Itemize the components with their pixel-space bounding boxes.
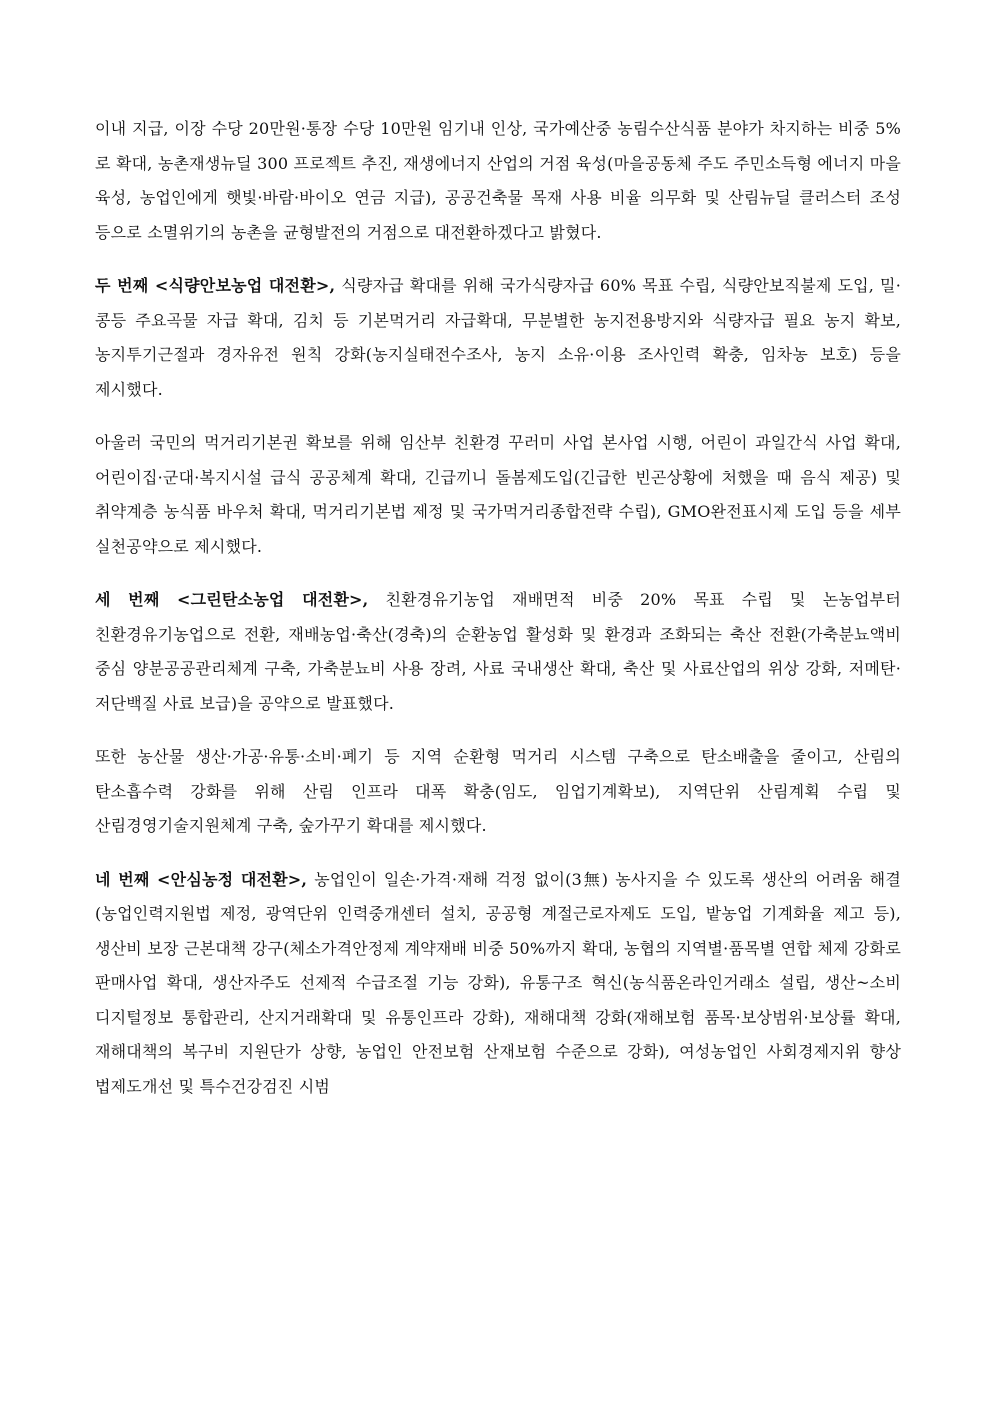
paragraph-heading: 네 번째 <안심농정 대전환>, <box>95 869 308 889</box>
paragraph-text: 아울러 국민의 먹거리기본권 확보를 위해 임산부 친환경 꾸러미 사업 본사업 시행, 어린이 과일간식 사업 확대, 어린이집·군대·복지시설 급식 공공체계 확대, 긴급끼니 돌봄제도입(긴급한 빈곤상황에 처했을 때 음식 제공) 및 취약계층 농식품 바우처 확대, 먹거리기본법 제정 및 국가먹거리종합전략 수립), GMO완전표시제 도입 등을 세부 실천공약으로 제시했다. <box>95 433 901 556</box>
paragraph-food-security <box>95 269 901 407</box>
paragraph-heading: 세 번째 <그린탄소농업 대전환>, <box>95 590 369 609</box>
paragraph-text: 식량자급 확대를 위해 국가식량자급 60% 목표 수립, 식량안보직불제 도입, 밀·콩등 주요곡물 자급 확대, 김치 등 기본먹거리 자급확대, 무분별한 농지전용방지와 식량자급 필요 농지 확보, 농지투기근절과 경자유전 원칙 강화(농지실태전수조사, 농지 소유·이용 조사인력 확충, 임차농 보호) 등을 제시했다. <box>95 276 902 399</box>
paragraph-text: 이내 지급, 이장 수당 20만원·통장 수당 10만원 임기내 인상, 국가예산중 농림수산식품 분야가 차지하는 비중 5%로 확대, 농촌재생뉴딜 300 프로젝트 추진, 재생에너지 산업의 거점 육성(마을공동체 주도 주민소득형 에너지 마을 육성, 농업인에게 햇빛·바람·바이오 연금 지급), 공공건축물 목재 사용 비율 의무화 및 산림뉴딜 클러스터 조성 등으로 소멸위기의 농촌을 균형발전의 거점으로 대전환하겠다고 밝혔다. <box>95 119 901 242</box>
paragraph-heading: 두 번째 <식량안보농업 대전환>, <box>95 276 336 295</box>
document-body <box>95 112 901 1123</box>
paragraph-text: 농업인이 일손·가격·재해 걱정 없이(3無) 농사지을 수 있도록 생산의 어려움 해결(농업인력지원법 제정, 광역단위 인력중개센터 설치, 공공형 계절근로자제도 도입, 밭농업 기계화율 제고 등), 생산비 보장 근본대책 강구(체소가격안정제 계약재배 비중 50%까지 확대, 농협의 지역별·품목별 연합 체제 강화로 판매사업 확대, 생산자주도 선제적 수급조절 기능 강화), 유통구조 혁신(농식품온라인거래소 설립, 생산~소비 디지털정보 통합관리, 산지거래확대 및 유통인프라 강화), 재해대책 강화(재해보험 품목·보상범위·보상률 확대, 재해대책의 복구비 지원단가 상향, 농업인 안전보험 산재보험 수준으로 강화), 여성농업인 사회경제지위 향상 법제도개선 및 특수건강검진 시범 <box>95 869 901 1096</box>
paragraph-rural-revitalization <box>95 112 901 250</box>
paragraph-safe-farming <box>95 863 901 1105</box>
paragraph-text: 친환경유기농업 재배면적 비중 20% 목표 수립 및 논농업부터 친환경유기농업으로 전환, 재배농업·축산(경축)의 순환농업 활성화 및 환경과 조화되는 축산 전환(가축분뇨액비 중심 양분공공관리체계 구축, 가축분뇨비 사용 장려, 사료 국내생산 확대, 축산 및 사료산업의 위상 강화, 저메탄·저단백질 사료 보급)을 공약으로 발표했다. <box>95 590 901 713</box>
paragraph-green-carbon <box>95 583 901 721</box>
paragraph-carbon-reduction <box>95 740 901 844</box>
paragraph-food-rights <box>95 426 901 564</box>
paragraph-text: 또한 농산물 생산·가공·유통·소비·폐기 등 지역 순환형 먹거리 시스템 구축으로 탄소배출을 줄이고, 산림의 탄소흡수력 강화를 위해 산림 인프라 대폭 확충(임도, 임업기계확보), 지역단위 산림계획 수립 및 산림경영기술지원체계 구축, 숲가꾸기 확대를 제시했다. <box>95 747 901 835</box>
